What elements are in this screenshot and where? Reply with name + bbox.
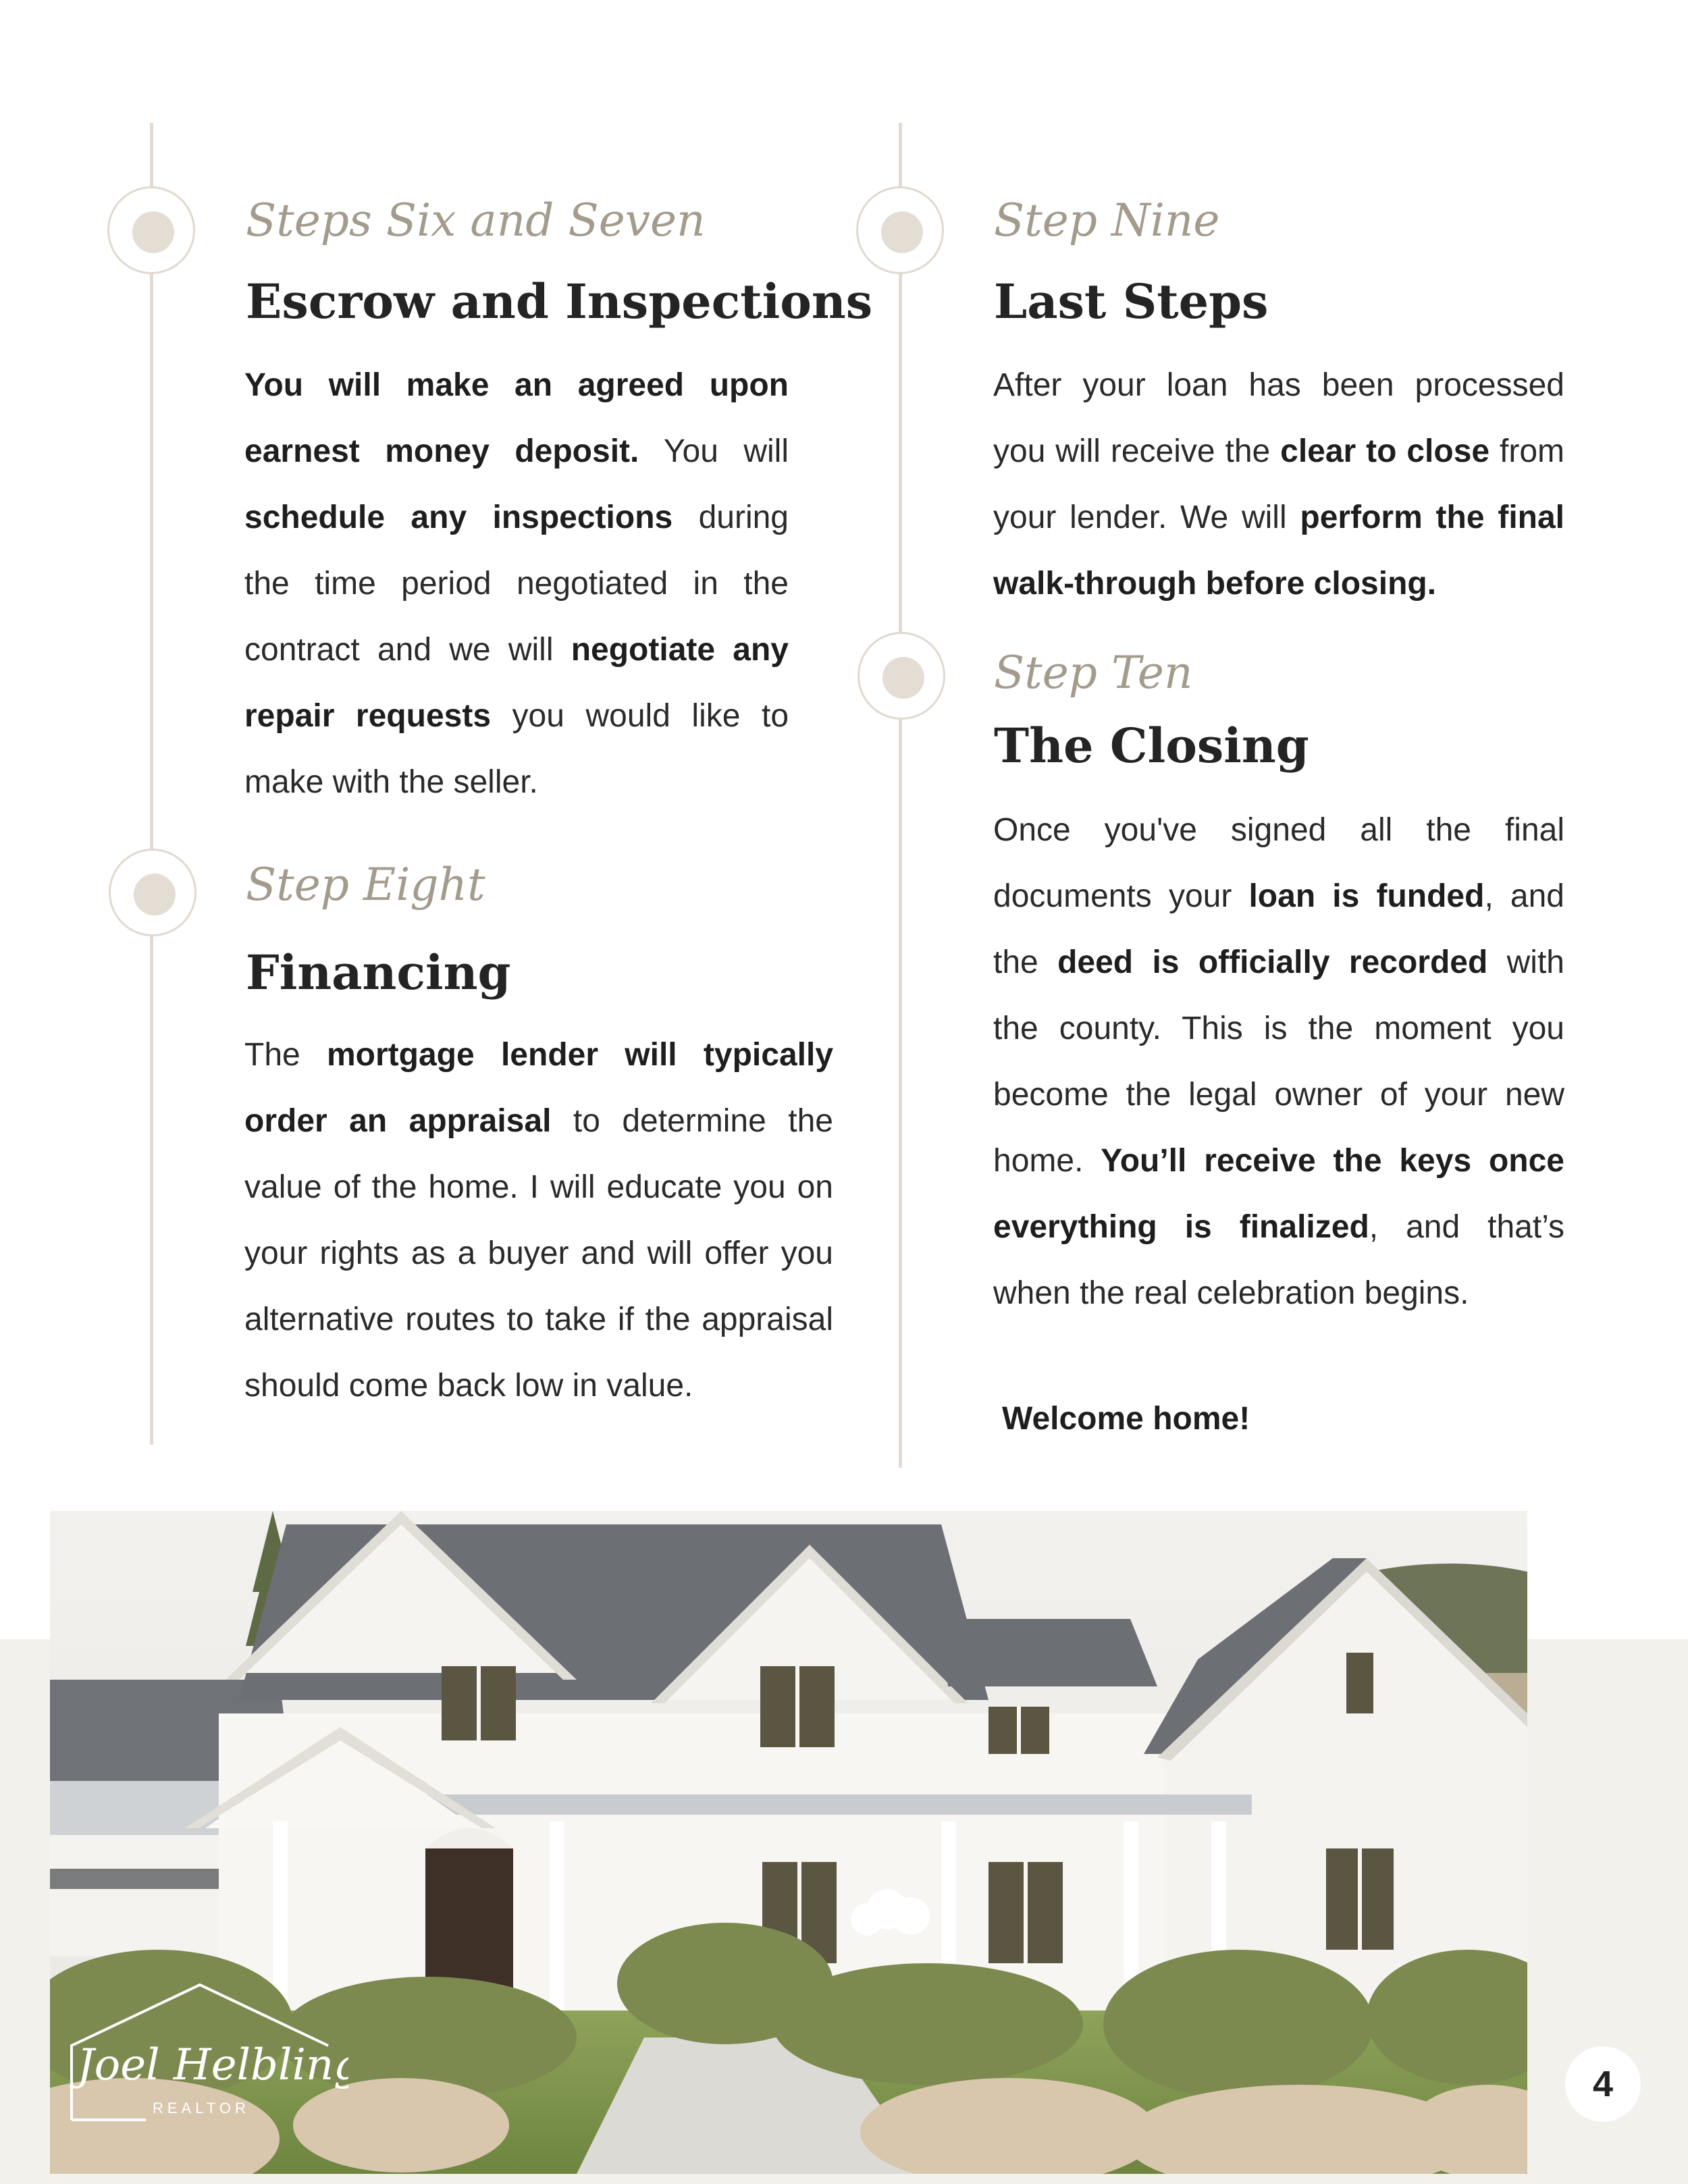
section-body: You will make an agreed upon earnest money deposit. You will schedule any inspections during the time period negotiated in the contract and we will negotiate any repair requests you would like to make with the seller. [244,367,789,800]
timeline-marker-icon [858,632,945,720]
timeline-line-left [150,123,153,1445]
section-body: After your loan has been processed you will receive the clear to close from your lender. We will perform the final walk-through before closing. [993,367,1564,602]
step-label: Step Nine [994,194,1220,246]
bold-phrase: clear to close [1280,433,1490,469]
section-body: The mortgage lender will typically order an appraisal to determine the value of the home. I will educate you on your rights as a buyer and will offer you alternative routes to take if the appraisal should come back low in value. [244,1037,834,1404]
timeline-marker-icon [109,849,196,936]
section-heading: Financing [246,944,511,1001]
bold-phrase: negotiate any repair requests [244,632,789,734]
section-heading: The Closing [994,718,1309,774]
logo-subtitle: REALTOR [153,2100,250,2116]
bold-phrase: loan is funded [1248,878,1485,914]
section-body: Once you've signed all the final documents your loan is funded, and the deed is officially recorded with the county. This is the moment you become the legal owner of your new home. You’ll receive the keys once everything is finalized, and that’s when the real celebration begins. [993,812,1565,1311]
realtor-logo [65,1978,348,2127]
bold-phrase: schedule any inspections [244,500,673,535]
page-number: 4 [1565,2046,1641,2122]
timeline-marker-icon [856,186,944,274]
bold-phrase: deed is officially recorded [1057,944,1488,980]
bold-phrase: You will make an agreed upon earnest money deposit. [244,367,789,469]
bold-phrase: perform the final walk-through before closing. [993,500,1564,602]
timeline-line-right [899,123,902,1468]
step-label: Steps Six and Seven [246,194,706,246]
step-label: Step Eight [246,859,485,911]
timeline-marker-icon [107,186,195,274]
welcome-home-text: Welcome home! [1002,1401,1250,1437]
section-heading: Escrow and Inspections [246,273,873,329]
section-heading: Last Steps [994,273,1269,329]
bold-phrase: mortgage lender will typically order an appraisal [244,1037,834,1139]
bold-phrase: You’ll receive the keys once everything is finalized [993,1143,1564,1245]
logo-signature: Joel Helbling [77,2040,348,2090]
step-label: Step Ten [994,647,1193,699]
